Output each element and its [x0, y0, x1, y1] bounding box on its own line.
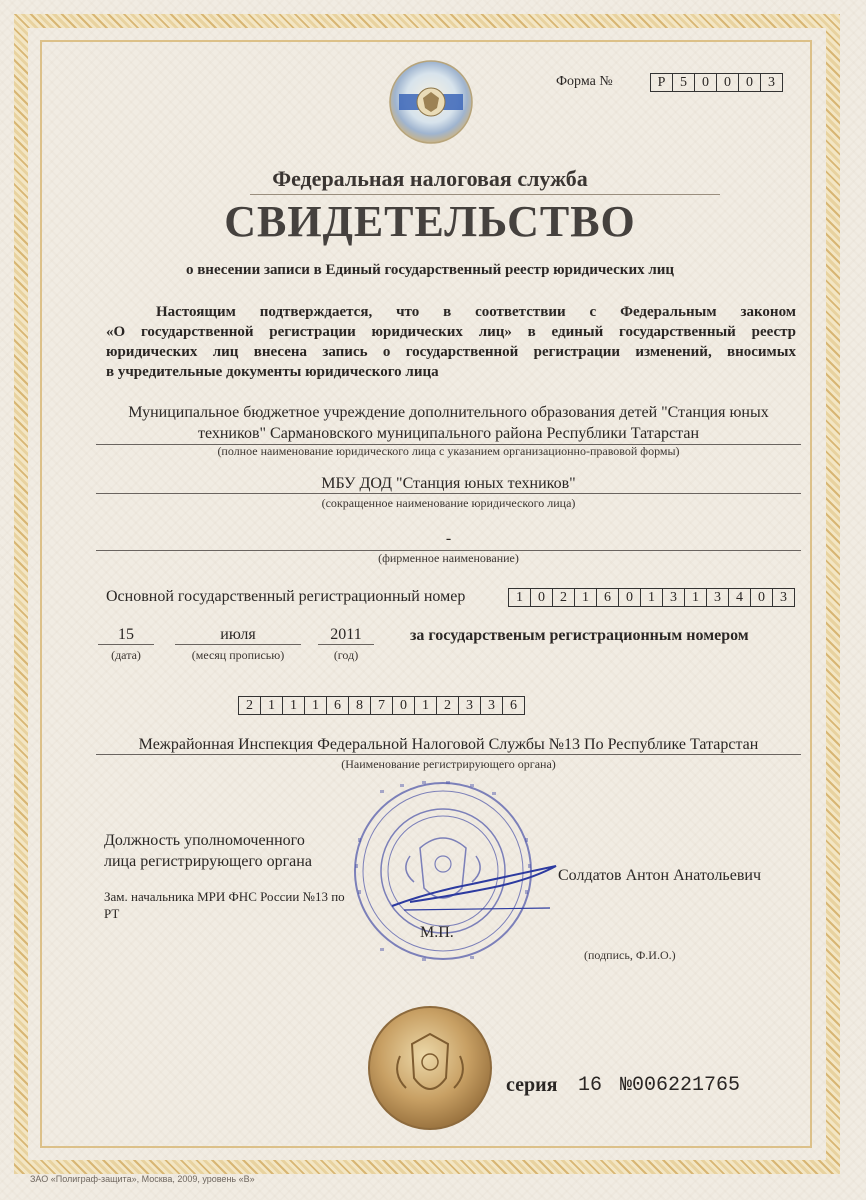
position-title-line: Зам. начальника МРИ ФНС России №13 по — [104, 889, 345, 904]
ogrn-digit: 1 — [685, 589, 707, 606]
grn-digit: 6 — [510, 698, 517, 713]
ogrn-digit: 2 — [553, 589, 575, 606]
statement-line: Настоящим подтверждается, что в соответствии с Федеральным законом — [156, 304, 796, 320]
grn-digit: 8 — [349, 697, 371, 714]
position-label-line: Должность уполномоченного — [104, 832, 305, 849]
form-number-char: 0 — [717, 74, 739, 91]
ogrn-digit: 4 — [729, 589, 751, 606]
grn-digit: 2 — [239, 697, 261, 714]
statement-text — [106, 302, 796, 382]
ogrn-digit: 0 — [531, 589, 553, 606]
reg-number-label: за государственым регистрационным номером — [410, 627, 749, 644]
grn-digit: 1 — [305, 697, 327, 714]
firm-name-caption: (фирменное наименование) — [378, 551, 519, 565]
date-year: 2011 — [318, 626, 374, 645]
firm-name-value: - — [96, 530, 801, 551]
short-name-caption: (сокращенное наименование юридического лица) — [321, 496, 576, 510]
hologram-emblem-icon — [385, 58, 477, 146]
printer-note: ЗАО «Полиграф-защита», Москва, 2009, уровень «В» — [30, 1174, 255, 1184]
form-number-char: 0 — [695, 74, 717, 91]
full-name-field — [96, 402, 801, 445]
ogrn-label: Основной государственный регистрационный номер — [106, 588, 466, 605]
form-number-char: 5 — [673, 74, 695, 91]
grn-boxes — [238, 696, 525, 715]
full-name-caption: (полное наименование юридического лица с указанием организационно-правовой формы) — [217, 444, 680, 458]
signatory-name: Солдатов Антон Анатольевич — [558, 867, 761, 884]
position-label-line: лица регистрирующего органа — [104, 853, 312, 870]
title-divider — [250, 194, 720, 195]
grn-digit: 6 — [327, 697, 349, 714]
statement-line: «О государственной регистрации юридических лиц» в единый государственный реестр — [106, 324, 796, 340]
position-title-line: РТ — [104, 906, 120, 921]
document-title: СВИДЕТЕЛЬСТВО — [224, 197, 636, 246]
mp-label: М.П. — [420, 924, 454, 941]
form-number-char: Р — [651, 74, 673, 91]
statement-line: юридических лиц внесена запись о государственной регистрации изменений, вносимых — [106, 344, 796, 360]
document-subtitle: о внесении записи в Единый государственный реестр юридических лиц — [185, 262, 675, 278]
ogrn-digit: 1 — [509, 589, 531, 606]
full-name-line: Муниципальное бюджетное учреждение дополнительного образования детей "Станция юных — [128, 404, 769, 421]
authority-caption: (Наименование регистрирующего органа) — [341, 757, 556, 771]
ogrn-digit: 3 — [780, 590, 787, 605]
ogrn-digit: 6 — [597, 589, 619, 606]
grn-digit: 1 — [415, 697, 437, 714]
short-name-value: МБУ ДОД "Станция юных техников" — [96, 475, 801, 494]
grn-digit: 3 — [459, 697, 481, 714]
ogrn-digit: 3 — [707, 589, 729, 606]
date-month: июля — [175, 626, 301, 645]
signature-caption: (подпись, Ф.И.О.) — [584, 948, 676, 962]
form-number-char: 0 — [739, 74, 761, 91]
form-label: Форма № — [556, 74, 613, 89]
ogrn-digit: 1 — [641, 589, 663, 606]
series-label: серия — [506, 1074, 558, 1096]
grn-digit: 2 — [437, 697, 459, 714]
ogrn-boxes — [508, 588, 795, 607]
serial-number: №006221765 — [620, 1074, 741, 1097]
ogrn-digit: 1 — [575, 589, 597, 606]
date-day: 15 — [98, 626, 154, 645]
grn-digit: 3 — [481, 697, 503, 714]
series-value: 16 — [578, 1074, 603, 1097]
date-year-caption: (год) — [333, 648, 359, 662]
date-month-caption: (месяц прописью) — [191, 648, 285, 662]
grn-digit: 1 — [283, 697, 305, 714]
grn-digit: 7 — [371, 697, 393, 714]
agency-title: Федеральная налоговая служба — [272, 166, 588, 191]
position-label — [104, 830, 312, 872]
grn-digit: 1 — [261, 697, 283, 714]
statement-line: в учредительные документы юридического лица — [106, 364, 439, 380]
form-number-char: 3 — [768, 75, 775, 90]
ogrn-digit: 0 — [619, 589, 641, 606]
grn-digit: 0 — [393, 697, 415, 714]
form-number-boxes — [650, 73, 783, 92]
ogrn-digit: 3 — [663, 589, 685, 606]
authority-name: Межрайонная Инспекция Федеральной Налоговой Службы №13 По Республике Татарстан — [96, 736, 801, 755]
position-title — [104, 888, 345, 922]
full-name-line: техников" Сармановского муниципального района Республики Татарстан — [96, 423, 801, 445]
ogrn-digit: 0 — [751, 589, 773, 606]
date-day-caption: (дата) — [111, 648, 141, 662]
signature-icon — [390, 858, 562, 918]
gold-seal-icon — [366, 1004, 494, 1132]
